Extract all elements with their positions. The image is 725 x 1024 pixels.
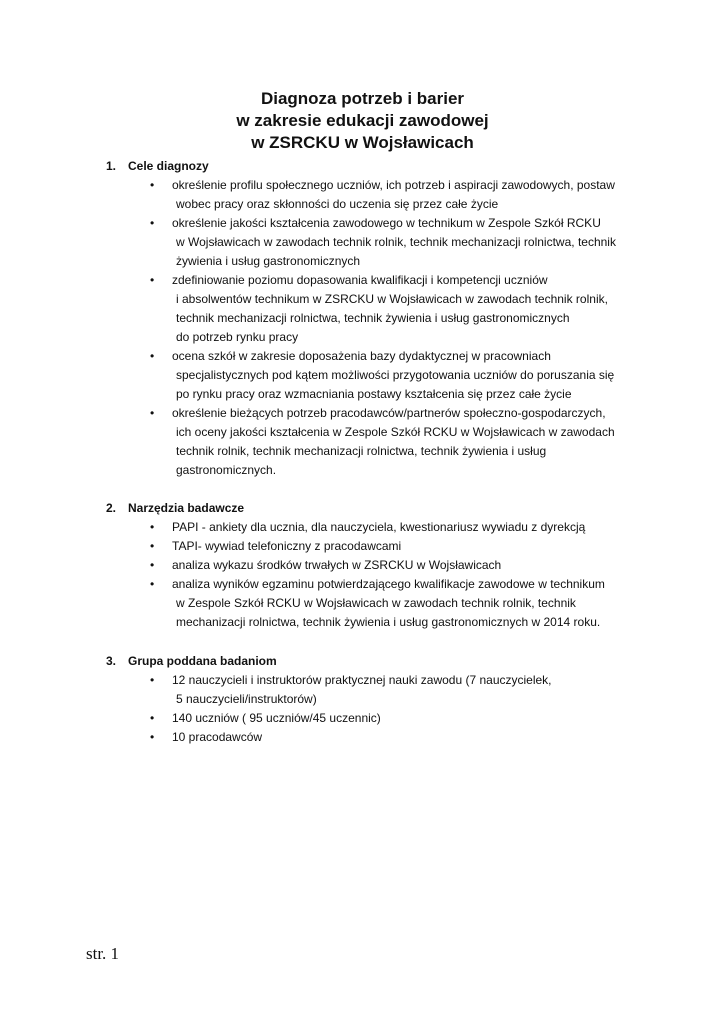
list-item-line: wobec pracy oraz skłonności do uczenia się przez całe życie [176, 197, 499, 211]
bullet-icon: • [150, 558, 155, 572]
list-item-line: zdefiniowanie poziomu dopasowania kwalifikacji i kompetencji uczniów [172, 273, 548, 287]
bullet-list [106, 176, 626, 480]
list-item-line: PAPI - ankiety dla ucznia, dla nauczyciela, kwestionariusz wywiadu z dyrekcją [172, 520, 586, 534]
list-item-line: określenie bieżących potrzeb pracodawców/partnerów społeczno-gospodarczych, [172, 406, 606, 420]
list-item [106, 709, 626, 728]
list-item-line: gastronomicznych. [176, 463, 277, 477]
list-item-line: w Zespole Szkół RCKU w Wojsławicach w zawodach technik rolnik, technik [176, 596, 576, 610]
list-item [106, 671, 626, 709]
list-item-line: technik mechanizacji rolnictwa, technik żywienia i usług gastronomicznych [176, 311, 570, 325]
section-number: 3. [106, 654, 117, 668]
list-item-line: 5 nauczycieli/instruktorów) [176, 692, 317, 706]
bullet-icon: • [150, 673, 155, 687]
list-item [106, 271, 626, 347]
section-narzedzia-badawcze [106, 499, 626, 632]
list-item-line: w Wojsławicach w zawodach technik rolnik, technik mechanizacji rolnictwa, technik [176, 235, 616, 249]
bullet-list [106, 518, 626, 632]
section-heading [106, 157, 626, 176]
list-item-line: określenie profilu społecznego uczniów, ich potrzeb i aspiracji zawodowych, postaw [172, 178, 615, 192]
bullet-icon: • [150, 711, 155, 725]
list-item [106, 404, 626, 480]
bullet-icon: • [150, 730, 155, 744]
list-item [106, 518, 626, 537]
document-title [0, 88, 725, 154]
bullet-icon: • [150, 273, 155, 287]
bullet-icon: • [150, 216, 155, 230]
list-item [106, 556, 626, 575]
section-grupa-poddana-badaniom [106, 652, 626, 747]
section-heading-text: Narzędzia badawcze [128, 501, 245, 515]
bullet-icon: • [150, 406, 155, 420]
list-item [106, 347, 626, 404]
list-item-line: żywienia i usług gastronomicznych [176, 254, 361, 268]
list-item-line: i absolwentów technikum w ZSRCKU w Wojsławicach w zawodach technik rolnik, [176, 292, 608, 306]
list-item-line: do potrzeb rynku pracy [176, 330, 299, 344]
bullet-icon: • [150, 178, 155, 192]
bullet-icon: • [150, 577, 155, 591]
page-number: str. 1 [86, 944, 120, 963]
list-item [106, 537, 626, 556]
list-item-line: 12 nauczycieli i instruktorów praktycznej nauki zawodu (7 nauczycielek, [172, 673, 552, 687]
list-item [106, 176, 626, 214]
section-cele-diagnozy [106, 157, 626, 480]
section-heading-text: Cele diagnozy [128, 159, 209, 173]
list-item-line: 140 uczniów ( 95 uczniów/45 uczennic) [172, 711, 381, 725]
list-item-line: po rynku pracy oraz wzmacniania postawy kształcenia się przez całe życie [176, 387, 572, 401]
list-item-line: mechanizacji rolnictwa, technik żywienia i usług gastronomicznych w 2014 roku. [176, 615, 601, 629]
list-item-line: ocena szkół w zakresie doposażenia bazy dydaktycznej w pracowniach [172, 349, 551, 363]
list-item [106, 214, 626, 271]
list-item [106, 728, 626, 747]
bullet-list [106, 671, 626, 747]
list-item-line: analiza wykazu środków trwałych w ZSRCKU w Wojsławicach [172, 558, 502, 572]
section-number: 2. [106, 501, 117, 515]
list-item-line: TAPI- wywiad telefoniczny z pracodawcami [172, 539, 402, 553]
list-item-line: analiza wyników egzaminu potwierdzającego kwalifikacje zawodowe w technikum [172, 577, 605, 591]
section-number: 1. [106, 159, 117, 173]
title-line-3: w ZSRCKU w Wojsławicach [251, 133, 474, 152]
bullet-icon: • [150, 539, 155, 553]
list-item-line: ich oceny jakości kształcenia w Zespole Szkół RCKU w Wojsławicach w zawodach [176, 425, 615, 439]
section-heading [106, 499, 626, 518]
section-heading-text: Grupa poddana badaniom [128, 654, 277, 668]
title-line-2: w zakresie edukacji zawodowej [236, 111, 489, 130]
list-item-line: 10 pracodawców [172, 730, 263, 744]
list-item-line: technik rolnik, technik mechanizacji rolnictwa, technik żywienia i usług [176, 444, 547, 458]
bullet-icon: • [150, 349, 155, 363]
bullet-icon: • [150, 520, 155, 534]
list-item-line: określenie jakości kształcenia zawodowego w technikum w Zespole Szkół RCKU [172, 216, 601, 230]
title-line-1: Diagnoza potrzeb i barier [260, 89, 465, 108]
section-heading [106, 652, 626, 671]
list-item [106, 575, 626, 632]
list-item-line: specjalistycznych pod kątem możliwości przygotowania uczniów do poruszania się [176, 368, 615, 382]
